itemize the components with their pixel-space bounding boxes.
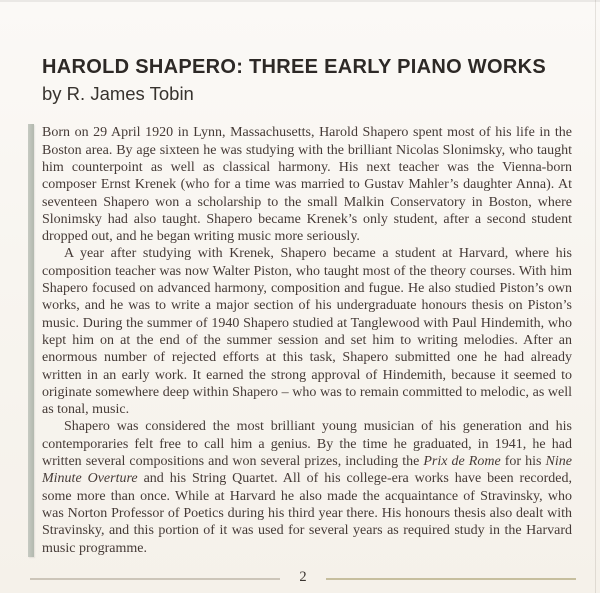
paragraph	[42, 124, 572, 245]
page-title: HAROLD SHAPERO: THREE EARLY PIANO WORKS	[42, 56, 546, 78]
italic-text: Nine Minute Overture	[42, 454, 572, 487]
scan-edge-right	[595, 0, 596, 593]
article-section	[28, 124, 572, 556]
page-number: 2	[299, 568, 307, 585]
accent-bar	[28, 124, 34, 556]
paragraph	[42, 418, 572, 556]
italic-text: Prix de Rome	[423, 454, 501, 470]
body-text: A year after studying with Krenek, Shapero became a student at Harvard, where his composition teacher was now Walter Piston, who taught most of the theory courses. With him Shapero focused on advanced harmony, composition and fugue. He also studied Piston’s own works, and he was to write a major section of his undergraduate honours thesis on Piston’s music. During the summer of 1940 Shapero studied at Tanglewood with Paul Hindemith, who kept him on at the end of the summer session and set him to writing melodies. After an enormous number of rejected efforts at this task, Shapero submitted one he had already written in an early work. It earned the strong approval of Hindemith, because it seemed to originate somewhere deep within Shapero – who was to remain committed to melodic, as well as tonal, music.	[42, 246, 572, 418]
body-text: Born on 29 April 1920 in Lynn, Massachusetts, Harold Shapero spent most of his life in the Boston area. By age sixteen he was studying with the brilliant Nicolas Slonimsky, who taught him counterpoint as well as classical harmony. His next teacher was the Vienna-born composer Ernst Krenek (who for a time was married to Gustav Mahler’s daughter Anna). At seventeen Shapero won a scholarship to the small Malkin Conservatory in Boston, where Slonimsky had also taught. Shapero became Krenek’s only student, after a second student dropped out, and he began writing music more seriously.	[42, 125, 572, 245]
body-text: and his String Quartet. All of his college-era works have been recorded, some more than once. While at Harvard he also made the acquaintance of Stravinsky, who was Norton Professor of Poetics during his third year there. His honours thesis also dealt with Stravinsky, and this portion of it was used for several years as required study in the Harvard music programme.	[42, 471, 572, 556]
body-text: Shapero was considered the most brilliant young musician of his generation and his contemporaries felt free to call him a genius. By the time he graduated, in 1941, he had written several compositions and won several prizes, including the	[42, 419, 572, 470]
header	[0, 0, 600, 105]
footer	[30, 568, 576, 587]
scan-edge-top	[0, 0, 600, 2]
paragraph	[42, 245, 572, 418]
footer-rule-left	[30, 578, 280, 580]
article-body	[42, 124, 572, 556]
footer-rule-right	[326, 578, 576, 580]
byline: by R. James Tobin	[42, 83, 194, 105]
body-text: for his	[500, 454, 546, 470]
